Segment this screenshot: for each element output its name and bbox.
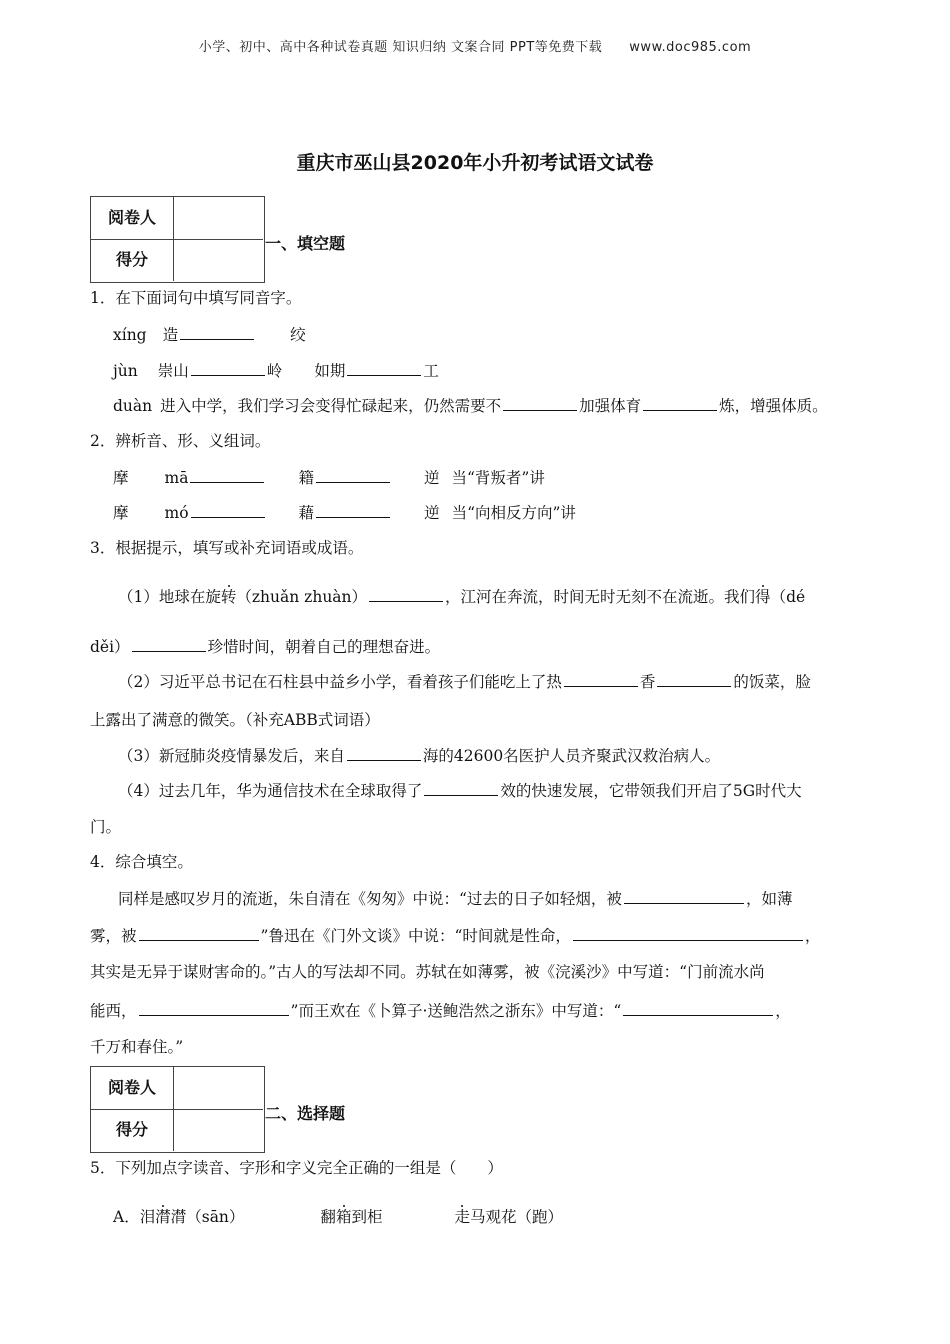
blank[interactable]: [139, 998, 289, 1016]
q1-line2: jùn 崇山 岭 如期 工: [113, 358, 439, 381]
q3-p4-cont: 门。: [90, 818, 122, 836]
blank[interactable]: [573, 923, 803, 941]
q3-stem: 3．根据提示，填写或补充词语或成语。: [90, 539, 364, 557]
q1-stem: 1．在下面词句中填写同音字。: [90, 289, 302, 307]
dotted-char: 转: [220, 588, 237, 606]
blank[interactable]: [132, 634, 206, 652]
score-box: [90, 1066, 265, 1153]
q4-line2: 雾，被 ”鲁迅在《门外文谈》中说：“时间就是性命， ，: [90, 923, 820, 946]
q3-p1-cont: děi） 珍惜时间，朝着自己的理想奋进。: [90, 634, 440, 657]
blank[interactable]: [424, 778, 498, 796]
q2-row2: 摩 mó 藉 逆 当“向相反方向”讲: [113, 500, 576, 523]
score-label: 得分: [91, 239, 174, 281]
blank[interactable]: [564, 669, 638, 687]
blank[interactable]: [623, 998, 773, 1016]
q5-option-a: A．泪潸潸（sān） 翻箱到柜 走马观花（跑）: [113, 1208, 563, 1226]
q3-p3: （3）新冠肺炎疫情暴发后，来自 海的42600名医护人员齐聚武汉救治病人。: [118, 743, 720, 766]
dotted-char: 得: [755, 588, 771, 606]
section-title-fill: 一、填空题: [265, 234, 346, 253]
reviewer-label: 阅卷人: [91, 1067, 174, 1109]
section-title-choice: 二、选择题: [265, 1104, 346, 1123]
q4-stem: 4．综合填空。: [90, 853, 193, 871]
q4-line3: 其实是无异于谋财害命的。”古人的写法却不同。苏轼在如薄雾，被《浣溪沙》中写道：“门前流水尚: [90, 963, 765, 981]
blank[interactable]: [347, 358, 421, 376]
blank[interactable]: [190, 465, 264, 483]
blank[interactable]: [191, 500, 265, 518]
page-title: 重庆市巫山县2020年小升初考试语文试卷: [296, 152, 654, 174]
blank[interactable]: [316, 500, 390, 518]
q4-line1: 同样是感叹岁月的流逝，朱自清在《匆匆》中说：“过去的日子如轻烟，被 ，如薄: [118, 886, 792, 909]
blank[interactable]: [180, 322, 254, 340]
blank[interactable]: [191, 358, 265, 376]
q5-stem: 5．下列加点字读音、字形和字义完全正确的一组是（ ）: [90, 1159, 503, 1177]
q3-p2: （2）习近平总书记在石柱县中益乡小学，看着孩子们能吃上了热 香 的饭菜，脸: [118, 669, 811, 692]
q1-line3: duàn 进入中学，我们学习会变得忙碌起来，仍然需要不 加强体育 炼，增强体质。: [113, 393, 828, 416]
reviewer-label: 阅卷人: [91, 197, 174, 239]
score-label: 得分: [91, 1109, 174, 1151]
q3-p1: （1）地球在旋转（zhuǎn zhuàn） ，江河在奔流，时间无时无刻不在流逝。我们得（dé: [118, 584, 805, 607]
blank[interactable]: [369, 584, 443, 602]
blank[interactable]: [643, 393, 717, 411]
q3-p4: （4）过去几年，华为通信技术在全球取得了 效的快速发展，它带领我们开启了5G时代大: [118, 778, 802, 801]
blank[interactable]: [316, 465, 390, 483]
q4-line4: 能西， ”而王欢在《卜算子·送鲍浩然之浙东》中写道：“ ，: [90, 998, 791, 1021]
page-header: 小学、初中、高中各种试卷真题 知识归纳 文案合同 PPT等免费下载 www.doc985.com: [198, 40, 752, 55]
q3-p2-cont: 上露出了满意的微笑。（补充ABB式词语）: [90, 711, 380, 729]
score-box: [90, 196, 265, 283]
blank[interactable]: [624, 886, 744, 904]
blank[interactable]: [503, 393, 577, 411]
q2-row1: 摩 mā 籍 逆 当“背叛者”讲: [113, 465, 545, 488]
q2-stem: 2．辨析音、形、义组词。: [90, 432, 271, 450]
q4-line5: 千万和春住。”: [90, 1038, 184, 1056]
dotted-char: 箱: [335, 1208, 352, 1226]
q1-line1: xíng 造 绞: [113, 322, 306, 345]
blank[interactable]: [139, 923, 259, 941]
blank[interactable]: [657, 669, 731, 687]
dotted-char: 走: [454, 1208, 470, 1226]
dotted-char: 潸: [155, 1208, 171, 1226]
blank[interactable]: [347, 743, 421, 761]
